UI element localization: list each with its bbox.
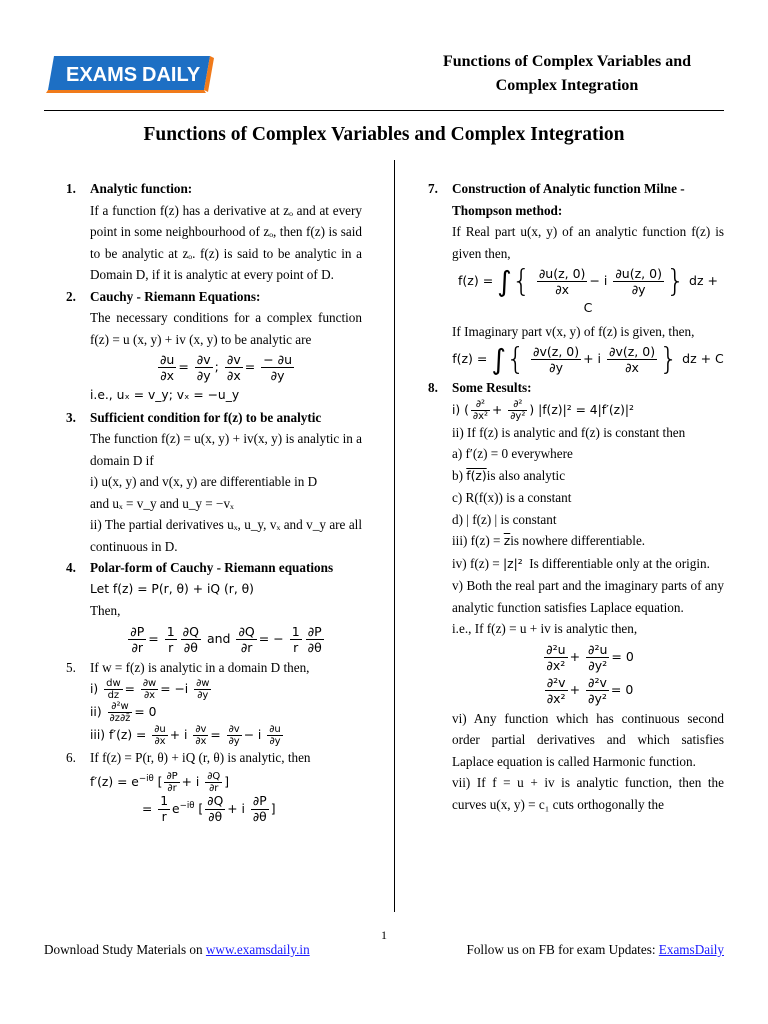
condition-i: i) u(x, y) and v(x, y) are differentiable in D <box>90 474 318 489</box>
section-number: 3. <box>66 409 76 425</box>
page-title: Functions of Complex Variables and Complex Integration <box>143 124 625 145</box>
result-ii: ii) If f(z) is analytic and f(z) is constant then <box>452 424 686 440</box>
section-some-results <box>428 377 724 815</box>
result-a: a) f′(z) = 0 everywhere <box>452 446 573 461</box>
website-link[interactable]: www.examsdaily.in <box>205 942 310 957</box>
section-heading: Construction of Analytic function Milne - Thompson method: <box>452 181 685 218</box>
imag-part-text: If Imaginary part v(x, y) of f(z) is given, then, <box>452 323 695 339</box>
header-title-line-1: Functions of Complex Variables and <box>442 53 692 70</box>
section-number: 8. <box>428 380 438 395</box>
section-number: 4. <box>66 560 76 575</box>
derivative-ii: ii) $\frac{\text{∂²w}}{\partial z\partial z̄}$ = 0 <box>90 701 157 724</box>
section-cauchy-riemann <box>66 286 362 407</box>
section-analytic-function <box>66 178 362 286</box>
cr-equations: $\frac{\partial u}{\partial x}$ = $\frac{\partial v}{\partial y}$ ; $\frac{\partial v}{\partial x}$ = $\frac{- \partial u}{\partial y}$ <box>159 352 293 383</box>
examsdaily-logo[interactable] <box>44 52 214 94</box>
section-heading: Analytic function: <box>90 181 193 196</box>
left-column <box>66 178 362 825</box>
laplace-v: $\frac{\text{∂²v}}{\text{∂x²}}$ + $\frac{\text{∂²v}}{\text{∂y²}}$ = 0 <box>546 674 634 706</box>
section-body: If w = f(z) is analytic in a domain D then, <box>90 659 310 675</box>
result-iv: iv) f(z) = |z|² Is differentiable only at the origin. <box>452 555 710 571</box>
section-milne-thompson <box>428 178 724 375</box>
result-c: c) R(f(x)) is a constant <box>452 490 572 505</box>
milne-imag-formula: f(z) = ∫{ $\frac{\partial v(z, 0)}{\partial y}$ + i $\frac{\partial v(z, 0)}{\partial x}$ } dz + C <box>452 341 724 377</box>
logo-text-daily: DAILY <box>142 64 201 86</box>
section-heading: Cauchy - Riemann Equations: <box>90 288 261 304</box>
section-number: 5. <box>66 659 76 675</box>
section-heading: Polar-form of Cauchy - Riemann equations <box>90 560 334 575</box>
section-number: 2. <box>66 288 76 304</box>
logo-text-exams: EXAMS <box>66 64 138 86</box>
condition-i-cont: and uₓ = v_y and u_y = −vₓ <box>90 495 234 511</box>
header-title <box>400 50 734 98</box>
derivative-i: i) $\frac{dw}{dz}$ = $\frac{\partial w}{\partial x}$ = −i $\frac{\partial w}{\partial y}$ <box>90 678 210 701</box>
polar-equations: $\frac{\partial P}{\partial r}$ = $\frac{1}{r}$ $\frac{\partial Q}{\partial\theta}$ and $\frac{\partial Q}{\partial r}$ = − $\frac{1}{r}$ $\frac{\partial P}{\partial\theta}$ <box>130 623 322 655</box>
section-number: 7. <box>428 181 438 196</box>
section-heading: Sufficient condition for f(z) to be analytic <box>90 409 322 425</box>
result-vii: vii) If f = u + iv is analytic function, then the curves u(x, y) = c₁ cuts orthogonally the <box>452 775 724 812</box>
polar-then: Then, <box>90 603 121 618</box>
section-number: 1. <box>66 181 76 196</box>
page-number: 1 <box>381 928 387 942</box>
result-b: b) f(z)is also analytic <box>452 467 566 483</box>
section-body: If f(z) = P(r, θ) + iQ (r, θ) is analytic, then <box>90 750 311 765</box>
cr-short-form: i.e., uₓ = v_y; vₓ = −u_y <box>90 388 240 402</box>
section-body: If a function f(z) has a derivative at zₒ and at every point in some neighbourhood of zₒ, then f(z) is said to be analytic at zₒ. f(z) is said to be analytic in a Domain D, if it is analytic at every point of D. <box>90 202 362 282</box>
result-vi: vi) Any function which has continuous second order partial derivatives and which satisfies Laplace equation is called Harmonic function. <box>452 710 724 769</box>
header-title-line-2: Complex Integration <box>495 77 639 94</box>
section-body: The function f(z) = u(x, y) + iv(x, y) is analytic in a domain D if <box>90 431 362 468</box>
polar-derivative-1: $f'(z) = e^{-i\theta}$ [ $\frac{\partial P}{\partial r}$ + i $\frac{\partial Q}{\partial r}$ ] <box>90 770 230 794</box>
result-v: v) Both the real part and the imaginary parts of any analytic function satisfies Laplace equation. <box>452 578 724 615</box>
header-rule <box>44 110 724 111</box>
column-divider <box>394 160 395 912</box>
footer-left-text: Download Study Materials on <box>44 942 206 957</box>
polar-let: Let f(z) = P(r, θ) + iQ (r, θ) <box>90 581 254 596</box>
real-part-text: If Real part u(x, y) of an analytic function f(z) is given then, <box>452 224 724 261</box>
result-d: d) | f(z) | is constant <box>452 511 557 527</box>
footer-right <box>466 942 724 958</box>
condition-ii: ii) The partial derivatives uₓ, u_y, vₓ and v_y are all continuous in D. <box>90 517 362 554</box>
section-number: 6. <box>66 750 76 765</box>
polar-and: and <box>206 630 231 646</box>
derivative-iii: iii) f′(z) = $\frac{\partial u}{\partial x}$ + i $\frac{\partial v}{\partial x}$ = $\frac{\partial v}{\partial y}$ − i $\frac{\partial u}{\partial y}$ <box>90 724 281 747</box>
milne-real-formula: f(z) = ∫{ $\frac{\partial u(z, 0)}{\partial x}$ − i $\frac{\partial u(z, 0)}{\partial y}$ } dz + C <box>458 263 718 315</box>
section-sufficient-condition <box>66 407 362 558</box>
result-iii: iii) $f(z) = \overline{z}is$ nowhere differentiable. <box>452 533 646 548</box>
section-body: The necessary conditions for a complex function f(z) = u (x, y) + iv (x, y) to be analytic are <box>90 310 362 347</box>
right-column <box>428 178 724 815</box>
logo-graphic <box>44 52 214 94</box>
result-v-ie: i.e., If f(z) = u + iv is analytic then, <box>452 621 638 636</box>
laplace-u: $\frac{\text{∂²u}}{\text{∂x²}}$ + $\frac{\text{∂²u}}{\text{∂y²}}$ = 0 <box>546 641 634 673</box>
footer-left <box>44 942 310 958</box>
result-i: i) ( $\frac{\text{∂²}}{\text{∂x²}}$ + $\frac{\text{∂²}}{\text{∂y²}}$ ) |f(z)|² = 4|f′(z)|² <box>452 398 634 422</box>
section-polar-derivative <box>66 747 362 825</box>
section-heading: Some Results: <box>452 380 532 395</box>
section-polar-form <box>66 557 362 655</box>
section-derivative-forms <box>66 657 362 748</box>
footer-right-text: Follow us on FB for exam Updates: <box>466 942 659 957</box>
polar-derivative-2: = $\frac{1}{r}$ $e^{-i\theta}$ [ $\frac{\partial Q}{\partial\theta}$ + i $\frac{\partial P}{\partial\theta}$ ] <box>142 793 276 824</box>
facebook-link[interactable]: ExamsDaily <box>658 942 724 957</box>
